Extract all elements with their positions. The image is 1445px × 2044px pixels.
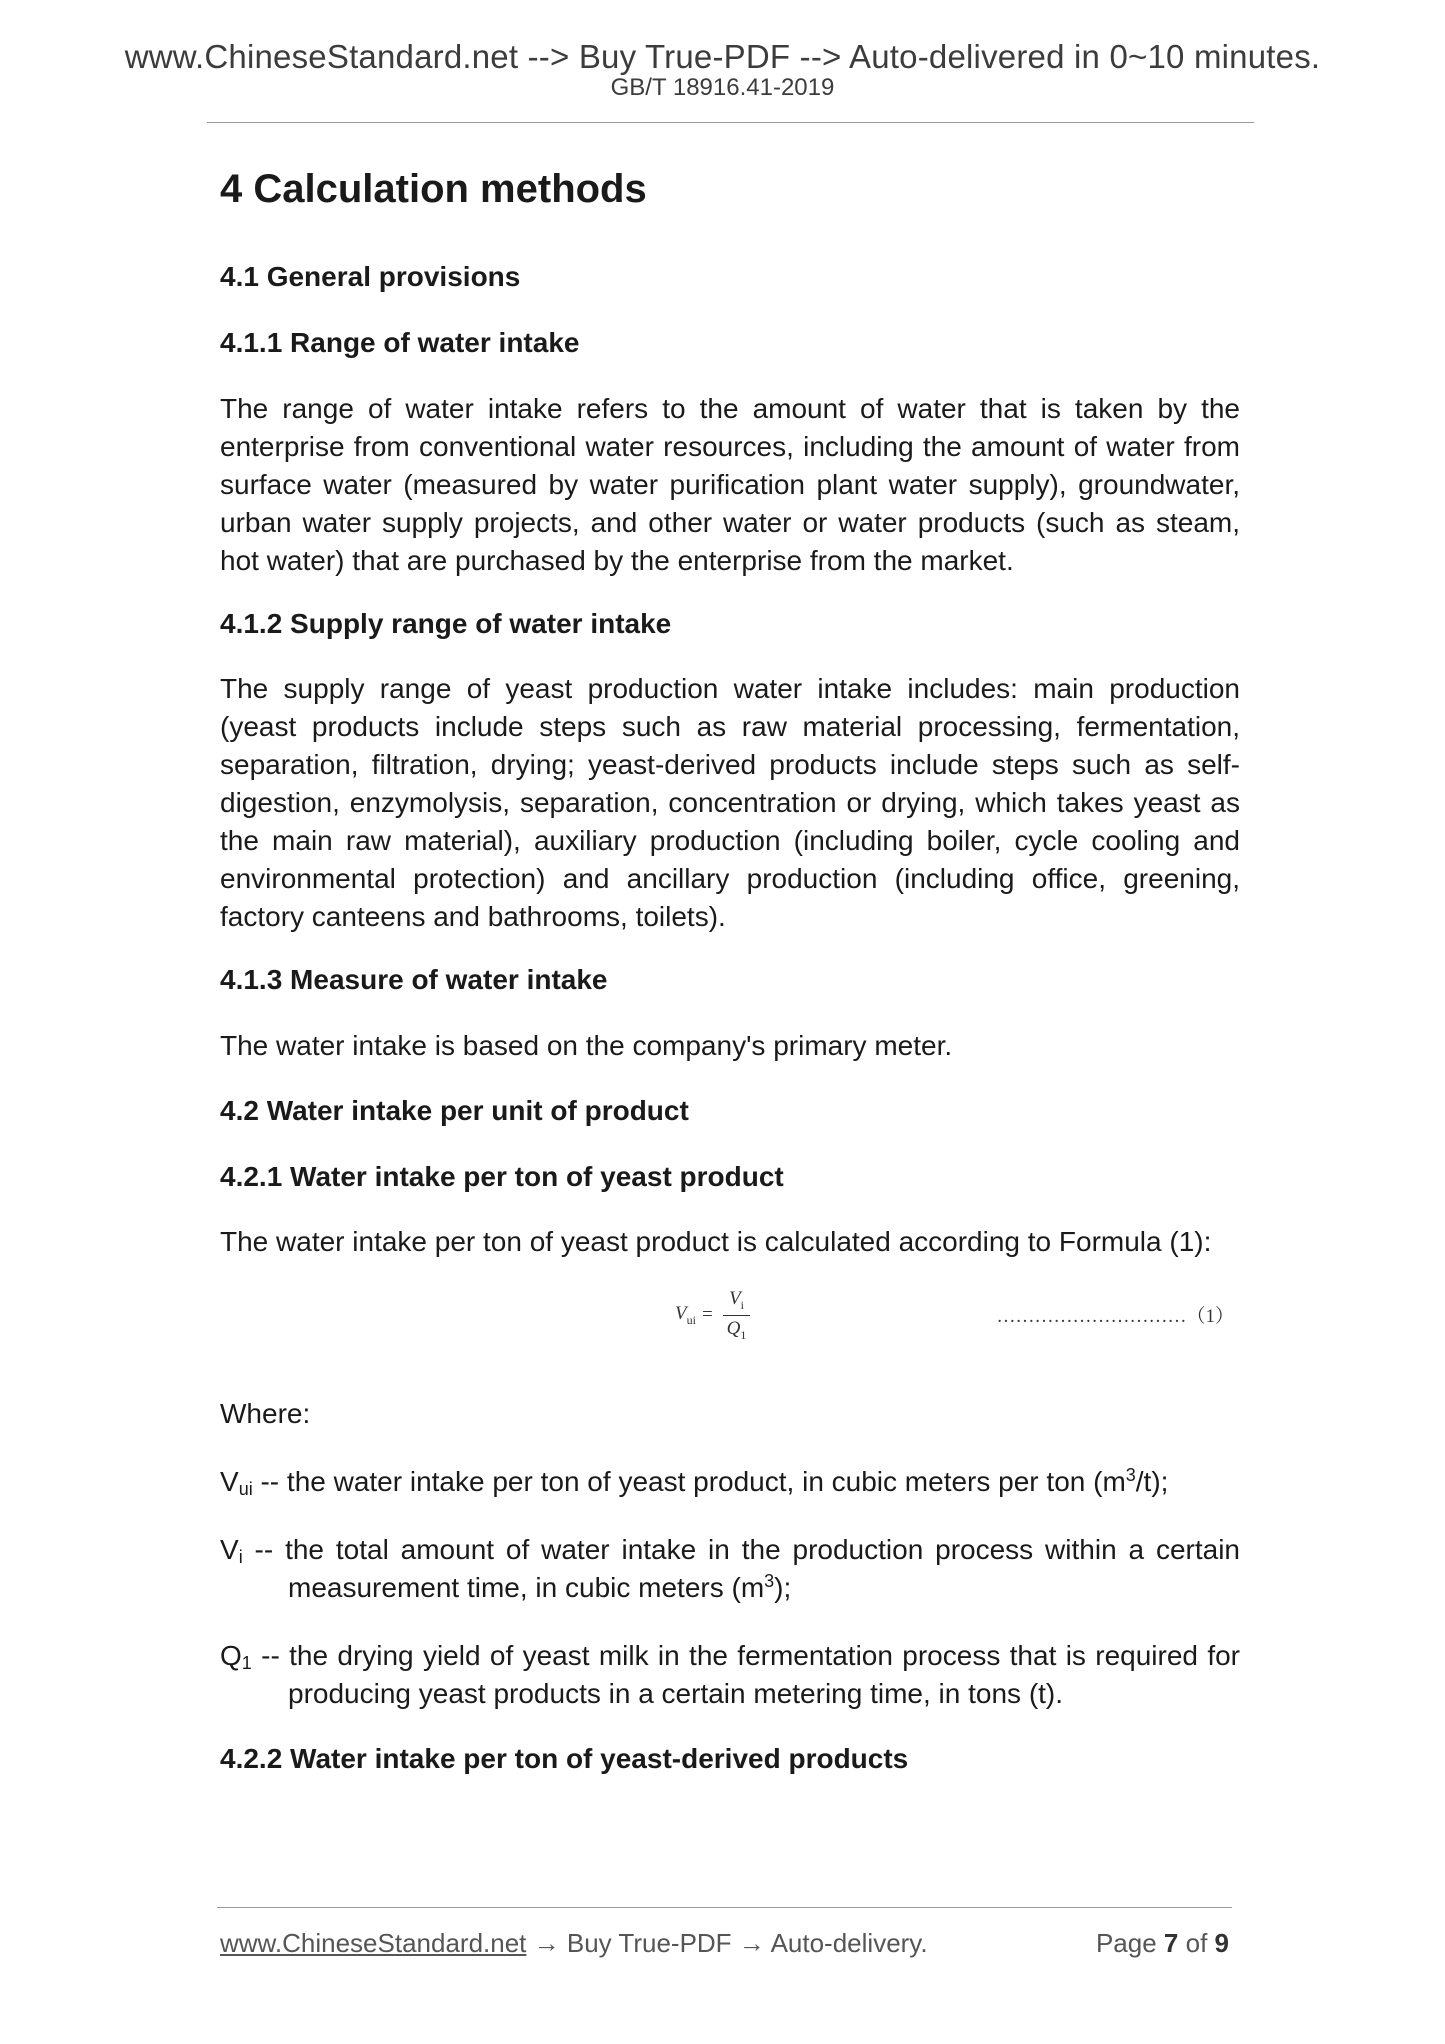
definition-vui: $V_{ui}$ -- the water intake per ton of yeast product, in cubic meters per ton $(m^3/t)$;	[220, 1465, 1169, 1500]
definition-vi: $V_i$ -- the total amount of water intake in the production process within a certain measurement time, in cubic meters $(m^3)$;	[220, 1534, 1240, 1604]
formula-expression	[675, 1283, 752, 1347]
formula-1	[220, 1283, 1240, 1363]
paragraph-4-1-2: The supply range of yeast production water intake includes: main production (yeast products include steps such as raw material processing, fermentation, separation, filtration, drying; yeast-derived products include steps such as self-digestion, enzymolysis, separation, concentration or drying, which takes yeast as the main raw material), auxiliary production (including boiler, cycle cooling and environmental protection) and ancillary production (including office, greening, factory canteens and bathrooms, toilets).	[220, 673, 1240, 933]
formula-denominator: $Q_1$	[726, 1317, 747, 1342]
section-title: 4 Calculation methods	[220, 167, 647, 211]
footer-promo	[220, 1928, 928, 1959]
paragraph-4-1-1: The range of water intake refers to the amount of water that is taken by the enterprise from conventional water resources, including the amount of water from surface water (measured by water purification plant water supply), groundwater, urban water supply projects, and other water or water products (such as steam, hot water) that are purchased by the enterprise from the market.	[220, 392, 1240, 576]
footer-promo-text: → Buy True-PDF → Auto-delivery.	[526, 1928, 928, 1958]
formula-number: …………………………（1）	[996, 1306, 1234, 1328]
current-page: 7	[1163, 1928, 1179, 1958]
definition-q1: $Q_1$ -- the drying yield of yeast milk in the fermentation process that is required for producing yeast products in a certain metering time, in tons (t).	[220, 1640, 1240, 1710]
heading-4-1: 4.1 General provisions	[220, 261, 521, 292]
footer-divider	[217, 1907, 1232, 1908]
header-banner: www.ChineseStandard.net --> Buy True-PDF --> Auto-delivered in 0~10 minutes.	[124, 38, 1321, 75]
heading-4-2: 4.2 Water intake per unit of product	[220, 1094, 689, 1126]
footer-link[interactable]: www.ChineseStandard.net	[220, 1928, 527, 1958]
formula-lhs: $V_{ui}$	[675, 1302, 696, 1327]
paragraph-4-1-3: The water intake is based on the company's primary meter.	[220, 1029, 953, 1061]
heading-4-1-1: 4.1.1 Range of water intake	[220, 327, 580, 359]
heading-4-1-3: 4.1.3 Measure of water intake	[220, 964, 608, 996]
header-divider	[207, 122, 1254, 123]
page-content	[220, 165, 1240, 1778]
formula-numerator: $V_i$	[723, 1288, 750, 1316]
formula-fraction	[721, 1288, 753, 1343]
heading-4-2-1: 4.2.1 Water intake per ton of yeast product	[220, 1160, 784, 1192]
heading-4-1-2: 4.1.2 Supply range of water intake	[220, 607, 672, 639]
standard-id: GB/T 18916.41-2019	[610, 74, 835, 101]
page-indicator: Page 7 of 9	[1095, 1928, 1229, 1958]
where-label: Where:	[220, 1398, 311, 1430]
total-pages: 9	[1214, 1928, 1229, 1958]
paragraph-4-2-1: The water intake per ton of yeast product is calculated according to Formula (1):	[220, 1226, 1212, 1258]
formula-equals: =	[701, 1304, 713, 1326]
heading-4-2-2: 4.2.2 Water intake per ton of yeast-derived products	[220, 1743, 909, 1775]
